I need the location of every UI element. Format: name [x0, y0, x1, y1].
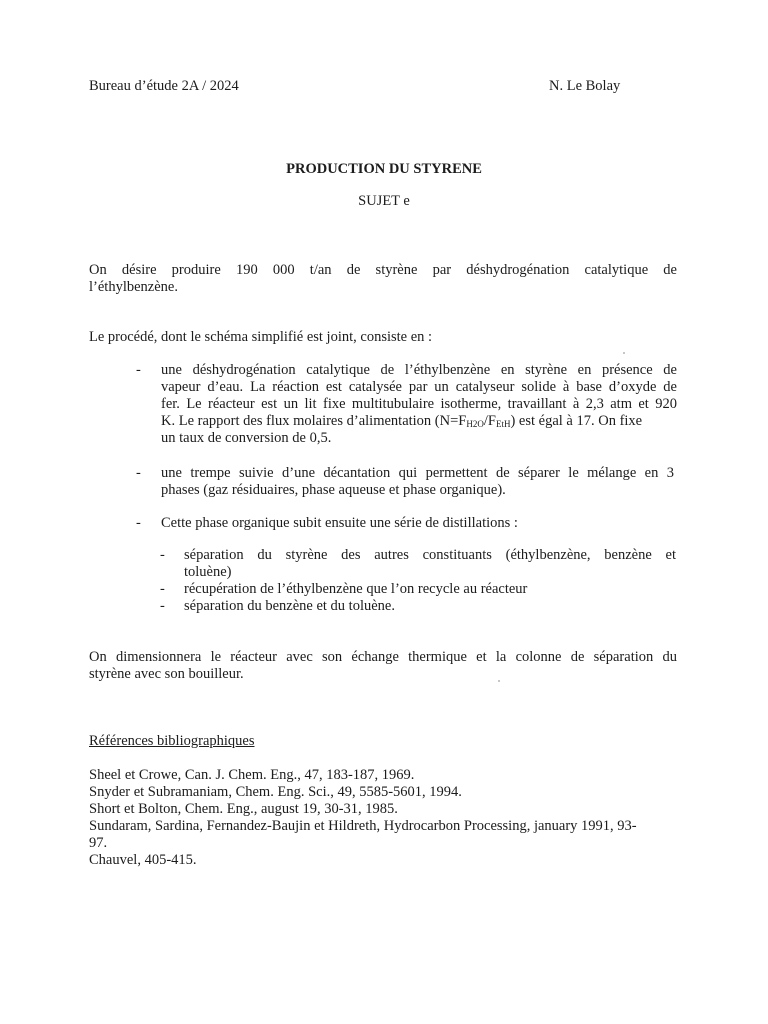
- bullet-dash: -: [136, 362, 141, 378]
- reference-4-line-2: 97.: [89, 835, 108, 851]
- bullet-1-line-3: fer. Le réacteur est un lit fixe multitubulaire isotherme, travaillant à 2,3 atm et 920: [161, 396, 677, 412]
- bullet-1-line-4-mid: /F: [483, 413, 496, 429]
- subbullet-3: séparation du benzène et du toluène.: [184, 598, 395, 614]
- bullet-dash: -: [136, 515, 141, 531]
- reference-1: Sheel et Crowe, Can. J. Chem. Eng., 47, 183-187, 1969.: [89, 767, 415, 783]
- intro-line-2: l’éthylbenzène.: [89, 279, 178, 295]
- header-right: N. Le Bolay: [549, 78, 621, 94]
- bullet-dash: -: [136, 465, 141, 481]
- reference-4-line-1: Sundaram, Sardina, Fernandez-Baujin et Hildreth, Hydrocarbon Processing, january 1991, 93-: [89, 818, 637, 834]
- subbullet-dash: -: [160, 547, 165, 563]
- bullet-3-line-1: Cette phase organique subit ensuite une série de distillations :: [161, 515, 518, 531]
- bullet-1-line-1: une déshydrogénation catalytique de l’éthylbenzène en styrène en présence de: [161, 362, 677, 378]
- subbullet-dash: -: [160, 581, 165, 597]
- intro-line-1: On désire produire 190 000 t/an de styrène par déshydrogénation catalytique de: [89, 262, 677, 278]
- subscript-eth: EtH: [495, 419, 511, 429]
- subbullet-2: récupération de l’éthylbenzène que l’on recycle au réacteur: [184, 581, 528, 597]
- dimension-line-2: styrène avec son bouilleur.: [89, 666, 244, 682]
- subbullet-dash: -: [160, 598, 165, 614]
- header-left: Bureau d’étude 2A / 2024: [89, 78, 239, 94]
- bullet-1-line-4-post: ) est égal à 17. On fixe: [510, 413, 643, 429]
- bullet-1-line-4: [161, 413, 642, 430]
- reference-2: Snyder et Subramaniam, Chem. Eng. Sci., 49, 5585-5601, 1994.: [89, 784, 462, 800]
- dimension-line-1: On dimensionnera le réacteur avec son échange thermique et la colonne de séparation du: [89, 649, 677, 665]
- bullet-1-line-5: un taux de conversion de 0,5.: [161, 430, 332, 446]
- page-title: PRODUCTION DU STYRENE: [286, 161, 482, 177]
- reference-5: Chauvel, 405-415.: [89, 852, 197, 868]
- process-intro: Le procédé, dont le schéma simplifié est joint, consiste en :: [89, 329, 433, 345]
- bullet-2-line-1: une trempe suivie d’une décantation qui permettent de séparer le mélange en 3: [161, 465, 674, 481]
- scan-speck: [623, 352, 625, 354]
- bullet-1-line-2: vapeur d’eau. La réaction est catalysée par un catalyseur solide à base d’oxyde de: [161, 379, 677, 395]
- page-subtitle: SUJET e: [358, 193, 410, 209]
- bullet-1-line-4-pre: K. Le rapport des flux molaires d’alimentation (N=F: [161, 413, 467, 429]
- subbullet-1-line-2: toluène): [184, 564, 232, 580]
- bullet-2-line-2: phases (gaz résiduaires, phase aqueuse et phase organique).: [161, 482, 506, 498]
- subbullet-1-line-1: séparation du styrène des autres constituants (éthylbenzène, benzène et: [184, 547, 676, 563]
- scan-speck: [498, 680, 500, 682]
- references-heading: Références bibliographiques: [89, 733, 255, 749]
- reference-3: Short et Bolton, Chem. Eng., august 19, 30-31, 1985.: [89, 801, 398, 817]
- subscript-h2o: H2O: [466, 419, 484, 429]
